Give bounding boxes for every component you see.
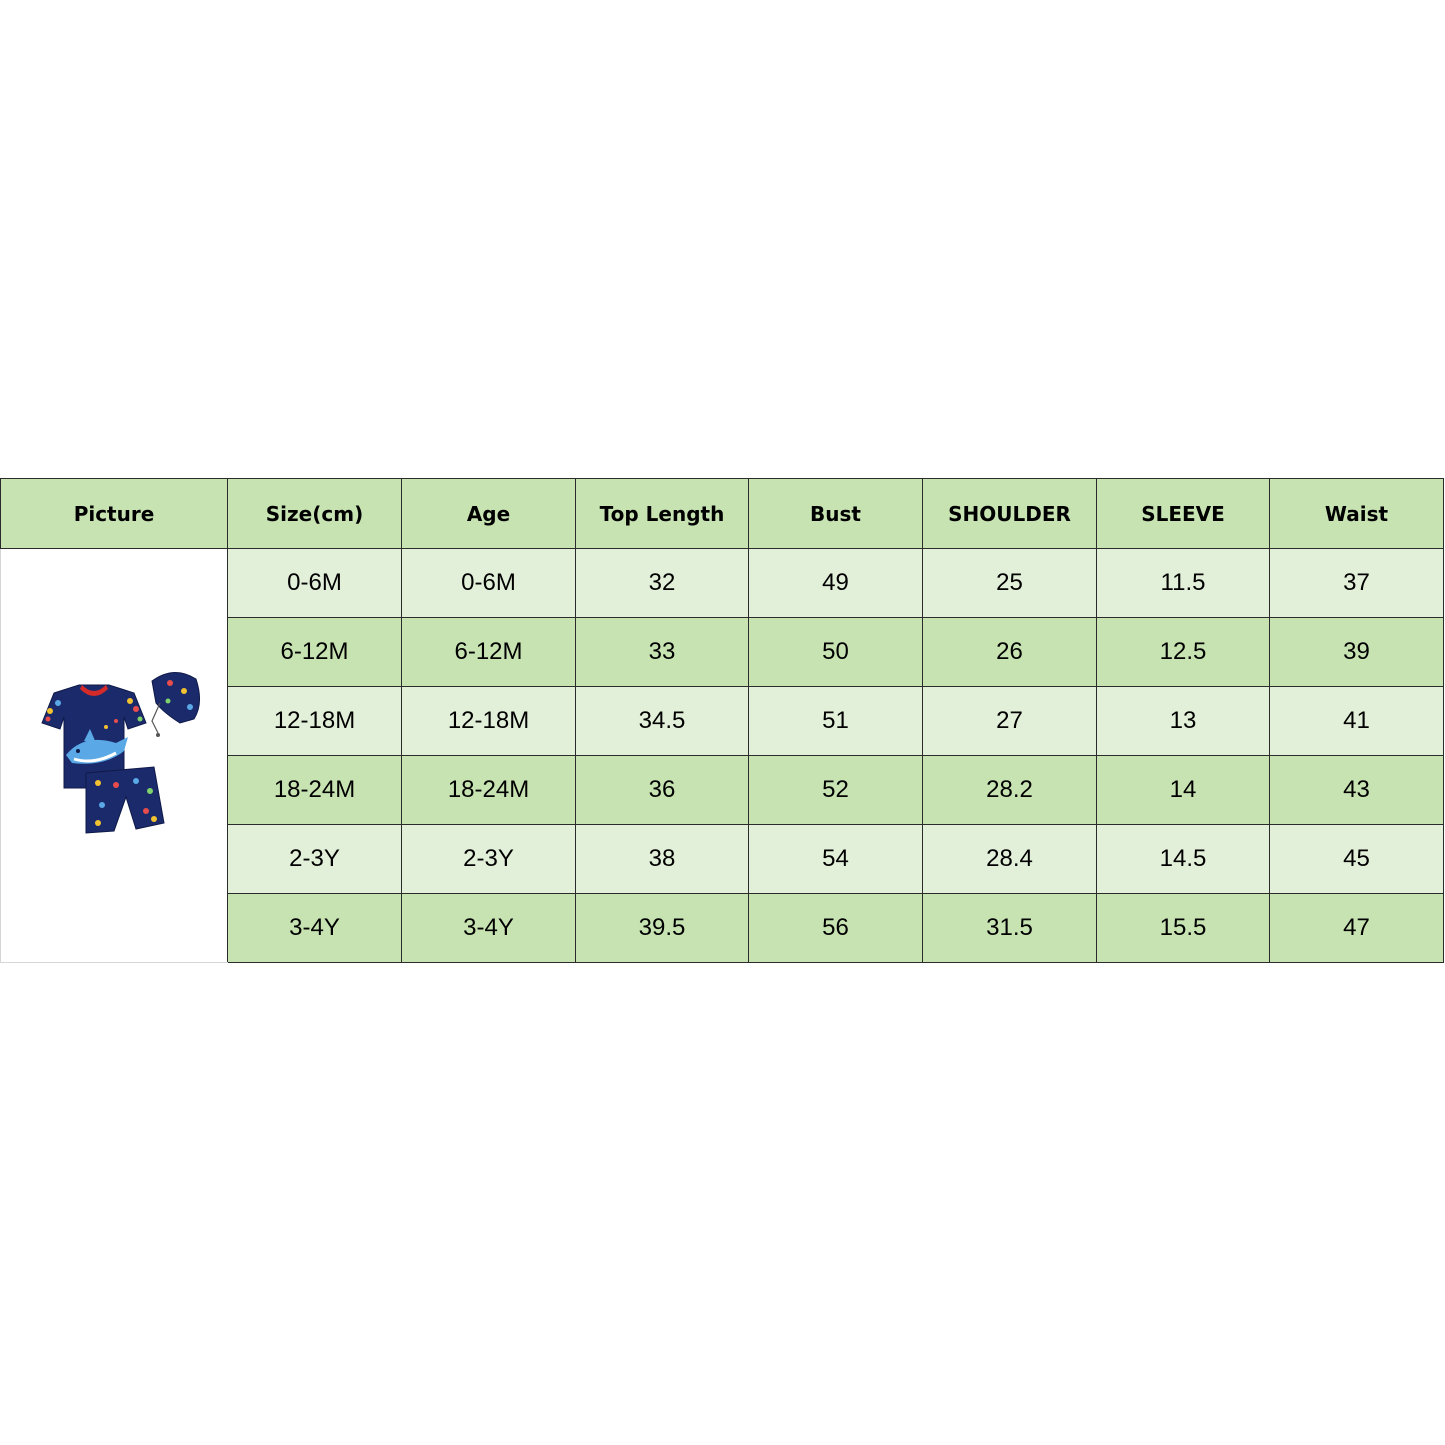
cell-waist: 41	[1270, 687, 1444, 756]
cell-size: 6-12M	[228, 618, 402, 687]
cell-top-length: 33	[576, 618, 749, 687]
cell-top-length: 39.5	[576, 894, 749, 963]
cell-age: 3-4Y	[402, 894, 576, 963]
cell-waist: 43	[1270, 756, 1444, 825]
cell-age: 2-3Y	[402, 825, 576, 894]
cell-bust: 52	[749, 756, 923, 825]
cell-top-length: 36	[576, 756, 749, 825]
cell-shoulder: 28.2	[923, 756, 1097, 825]
header-age: Age	[402, 479, 576, 549]
cell-size: 12-18M	[228, 687, 402, 756]
cell-size: 2-3Y	[228, 825, 402, 894]
cell-bust: 56	[749, 894, 923, 963]
cell-age: 0-6M	[402, 549, 576, 618]
cell-sleeve: 14.5	[1097, 825, 1270, 894]
header-picture: Picture	[1, 479, 228, 549]
cell-top-length: 32	[576, 549, 749, 618]
cell-age: 6-12M	[402, 618, 576, 687]
cell-top-length: 38	[576, 825, 749, 894]
cell-shoulder: 31.5	[923, 894, 1097, 963]
cell-shoulder: 26	[923, 618, 1097, 687]
cell-bust: 49	[749, 549, 923, 618]
cell-size: 18-24M	[228, 756, 402, 825]
cell-top-length: 34.5	[576, 687, 749, 756]
cell-bust: 54	[749, 825, 923, 894]
cell-waist: 47	[1270, 894, 1444, 963]
size-chart-table	[0, 478, 1444, 963]
picture-cell	[1, 549, 228, 963]
cell-bust: 50	[749, 618, 923, 687]
cell-size: 0-6M	[228, 549, 402, 618]
cell-size: 3-4Y	[228, 894, 402, 963]
header-shoulder: SHOULDER	[923, 479, 1097, 549]
cell-shoulder: 27	[923, 687, 1097, 756]
header-sleeve: SLEEVE	[1097, 479, 1270, 549]
header-top-length: Top Length	[576, 479, 749, 549]
header-waist: Waist	[1270, 479, 1444, 549]
table-row	[1, 549, 1444, 618]
cell-waist: 45	[1270, 825, 1444, 894]
header-bust: Bust	[749, 479, 923, 549]
cell-age: 12-18M	[402, 687, 576, 756]
cell-sleeve: 11.5	[1097, 549, 1270, 618]
cell-shoulder: 25	[923, 549, 1097, 618]
cell-waist: 39	[1270, 618, 1444, 687]
cell-age: 18-24M	[402, 756, 576, 825]
cell-sleeve: 12.5	[1097, 618, 1270, 687]
cell-sleeve: 14	[1097, 756, 1270, 825]
cell-sleeve: 15.5	[1097, 894, 1270, 963]
header-row	[1, 479, 1444, 549]
cell-shoulder: 28.4	[923, 825, 1097, 894]
swimsuit-set-icon	[24, 663, 204, 848]
cell-bust: 51	[749, 687, 923, 756]
header-size: Size(cm)	[228, 479, 402, 549]
cell-waist: 37	[1270, 549, 1444, 618]
cell-sleeve: 13	[1097, 687, 1270, 756]
